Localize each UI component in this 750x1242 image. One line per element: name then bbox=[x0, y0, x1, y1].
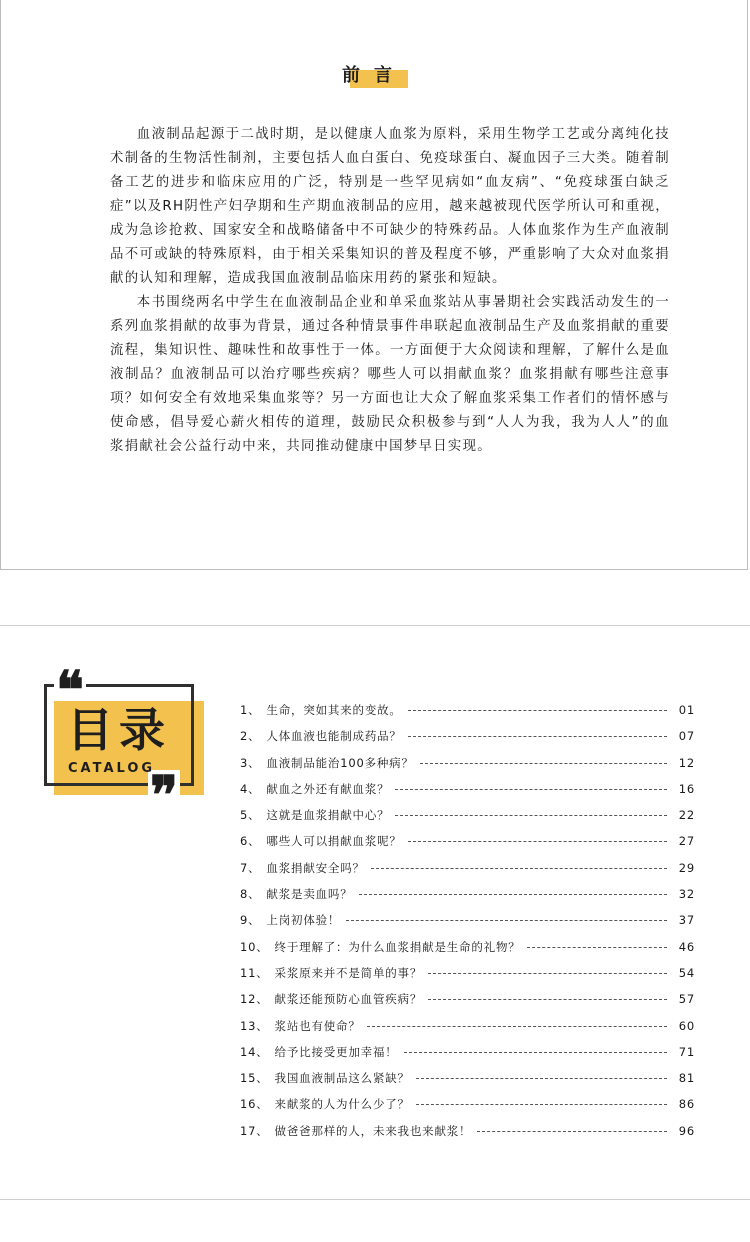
toc-entry[interactable] bbox=[240, 1070, 695, 1096]
toc-dot-leader bbox=[408, 710, 667, 711]
toc-entry-number: 12、 bbox=[240, 992, 269, 1007]
toc-dot-leader bbox=[395, 789, 667, 790]
toc-entry[interactable] bbox=[240, 1096, 695, 1122]
toc-entry-page: 37 bbox=[678, 913, 695, 928]
toc-entry-label bbox=[240, 702, 402, 718]
toc-dot-leader bbox=[477, 1131, 667, 1132]
toc-entry-label bbox=[240, 781, 389, 797]
toc-entry[interactable] bbox=[240, 1018, 695, 1044]
toc-entry-page: 81 bbox=[678, 1071, 695, 1086]
toc-dot-leader bbox=[420, 763, 667, 764]
toc-entry-number: 6、 bbox=[240, 834, 261, 849]
toc-entry-page: 01 bbox=[678, 703, 695, 717]
toc-entry[interactable] bbox=[240, 833, 695, 859]
toc-entry-title: 上岗初体验！ bbox=[266, 913, 341, 928]
toc-entry-label bbox=[240, 1123, 471, 1139]
toc-entry[interactable] bbox=[240, 965, 695, 991]
toc-entry-page: 86 bbox=[678, 1097, 695, 1112]
toc-dot-leader bbox=[408, 841, 667, 842]
toc-entry-number: 13、 bbox=[240, 1018, 269, 1033]
toc-entry-number: 1、 bbox=[240, 703, 261, 717]
toc-dot-leader bbox=[371, 868, 667, 869]
toc-entry-page: 96 bbox=[678, 1123, 695, 1138]
toc-entry[interactable] bbox=[240, 939, 695, 965]
toc-entry[interactable] bbox=[240, 991, 695, 1017]
toc-entry-label bbox=[240, 886, 353, 902]
toc-entry[interactable] bbox=[240, 860, 695, 886]
toc-entry[interactable] bbox=[240, 912, 695, 938]
toc-entry-number: 8、 bbox=[240, 887, 261, 902]
preface-paragraph-2: 本书围绕两名中学生在血液制品企业和单采血浆站从事暑期社会实践活动发生的一系列血浆捐献的故事为背景，通过各种情景事件串联起血液制品生产及血浆捐献的重要流程，集知识性、趣味性和故事性于一体。一方面便于大众阅读和理解，了解什么是血液制品？血液制品可以治疗哪些疾病？哪些人可以捐献血浆？血浆捐献有哪些注意事项？如何安全有效地采集血浆等？另一方面也让大众了解血浆采集工作者们的情怀感与使命感，倡导爱心薪火相传的道理，鼓励民众积极参与到“人人为我，我为人人”的血浆捐献社会公益行动中来，共同推动健康中国梦早日实现。 bbox=[110, 295, 670, 454]
toc-entry-title: 生命，突如其来的变故。 bbox=[266, 703, 402, 717]
toc-dot-leader bbox=[428, 973, 667, 974]
toc-entry-number: 16、 bbox=[240, 1097, 269, 1112]
toc-dot-leader bbox=[527, 947, 667, 948]
toc-dot-leader bbox=[367, 1026, 667, 1027]
toc-entry-label bbox=[240, 965, 422, 981]
toc-entry-number: 3、 bbox=[240, 755, 261, 770]
toc-entry-title: 采浆原来并不是简单的事？ bbox=[274, 965, 423, 980]
preface-body bbox=[110, 123, 670, 459]
toc-entry-title: 哪些人可以捐献血浆呢？ bbox=[266, 834, 402, 849]
toc-entry-page: 22 bbox=[678, 808, 695, 823]
toc-entry-page: 27 bbox=[678, 834, 695, 849]
toc-entry-page: 71 bbox=[678, 1044, 695, 1059]
toc-dot-leader bbox=[404, 1052, 667, 1053]
toc-entry-number: 10、 bbox=[240, 939, 269, 954]
toc-entry[interactable] bbox=[240, 781, 695, 807]
toc-entry-title: 血浆捐献安全吗？ bbox=[266, 860, 365, 875]
toc-entry-page: 16 bbox=[678, 781, 695, 796]
toc-entry-number: 14、 bbox=[240, 1044, 269, 1059]
toc-entry-page: 29 bbox=[678, 860, 695, 875]
toc-entry-title: 终于理解了：为什么血浆捐献是生命的礼物？ bbox=[274, 939, 521, 954]
toc-entry-title: 献血之外还有献血浆？ bbox=[266, 781, 390, 796]
toc-dot-leader bbox=[428, 999, 667, 1000]
preface-title: 前言 bbox=[342, 65, 406, 86]
close-quote-icon: ❞ bbox=[150, 770, 178, 804]
toc-entry-label bbox=[240, 1044, 398, 1060]
toc-entry-label bbox=[240, 1070, 410, 1086]
toc-entry-title: 血液制品能治100多种病？ bbox=[266, 755, 414, 770]
toc-entry-label bbox=[240, 1096, 410, 1112]
preface-paragraph-1: 血液制品起源于二战时期，是以健康人血浆为原料，采用生物学工艺或分离纯化技术制备的生物活性制剂，主要包括人血白蛋白、免疫球蛋白、凝血因子三大类。随着制备工艺的进步和临床应用的广泛，特别是一些罕见病如“血友病”、“免疫球蛋白缺乏症”以及RH阴性产妇孕期和生产期血液制品的应用，越来越被现代医学所认可和重视，成为急诊抢救、国家安全和战略储备中不可缺少的特殊药品。人体血浆作为生产血液制品不可或缺的特殊原料，由于相关采集知识的普及程度不够，严重影响了大众对血浆捐献的认知和理解，造成我国血液制品临床用药的紧张和短缺。 bbox=[110, 127, 670, 286]
toc-entry-number: 7、 bbox=[240, 860, 261, 875]
toc-dot-leader bbox=[408, 736, 667, 737]
toc-entry-number: 2、 bbox=[240, 729, 261, 744]
toc-entry-label bbox=[240, 728, 402, 744]
toc-entry-page: 57 bbox=[678, 992, 695, 1007]
toc-entry-title: 来献浆的人为什么少了？ bbox=[274, 1097, 410, 1112]
toc-entry[interactable] bbox=[240, 702, 695, 728]
toc-entry-page: 46 bbox=[678, 939, 695, 954]
toc-entry-number: 9、 bbox=[240, 913, 261, 928]
toc-entry-title: 给予比接受更加幸福！ bbox=[274, 1044, 398, 1059]
toc-entry-title: 做爸爸那样的人，未来我也来献浆！ bbox=[274, 1123, 472, 1138]
toc-entry-title: 浆站也有使命？ bbox=[274, 1018, 361, 1033]
toc-dot-leader bbox=[346, 920, 667, 921]
toc-entry-number: 4、 bbox=[240, 781, 261, 796]
toc-entry-number: 15、 bbox=[240, 1071, 269, 1086]
table-of-contents bbox=[240, 702, 695, 1149]
toc-entry-page: 07 bbox=[678, 729, 695, 744]
toc-entry-title: 我国血液制品这么紧缺？ bbox=[274, 1071, 410, 1086]
toc-entry-label bbox=[240, 755, 414, 771]
toc-entry-title: 人体血液也能制成药品？ bbox=[266, 729, 402, 744]
toc-entry-label bbox=[240, 912, 340, 928]
toc-dot-leader bbox=[359, 894, 667, 895]
toc-entry-page: 60 bbox=[678, 1018, 695, 1033]
toc-entry[interactable] bbox=[240, 1044, 695, 1070]
toc-entry-label bbox=[240, 1018, 361, 1034]
toc-entry[interactable] bbox=[240, 886, 695, 912]
open-quote-icon: ❝ bbox=[56, 665, 84, 699]
toc-entry-title: 这就是血浆捐献中心？ bbox=[266, 808, 390, 823]
toc-entry-label bbox=[240, 939, 521, 955]
toc-entry-label bbox=[240, 991, 422, 1007]
toc-entry[interactable] bbox=[240, 807, 695, 833]
toc-entry-label bbox=[240, 833, 402, 849]
toc-entry-page: 54 bbox=[678, 965, 695, 980]
toc-entry-label bbox=[240, 807, 389, 823]
toc-entry-label bbox=[240, 860, 365, 876]
toc-entry-title: 献浆是卖血吗？ bbox=[266, 887, 353, 902]
toc-entry[interactable] bbox=[240, 728, 695, 754]
toc-dot-leader bbox=[395, 815, 667, 816]
catalog-title: 目录 bbox=[67, 703, 171, 757]
toc-dot-leader bbox=[416, 1078, 667, 1079]
toc-entry-number: 5、 bbox=[240, 808, 261, 823]
toc-entry-page: 32 bbox=[678, 887, 695, 902]
catalog-subtitle: CATALOG bbox=[68, 761, 156, 776]
toc-entry-number: 17、 bbox=[240, 1123, 269, 1138]
toc-entry-title: 献浆还能预防心血管疾病？ bbox=[274, 992, 423, 1007]
toc-dot-leader bbox=[416, 1104, 667, 1105]
toc-entry-page: 12 bbox=[678, 755, 695, 770]
toc-entry-number: 11、 bbox=[240, 965, 269, 980]
toc-entry[interactable] bbox=[240, 755, 695, 781]
toc-entry[interactable] bbox=[240, 1123, 695, 1149]
